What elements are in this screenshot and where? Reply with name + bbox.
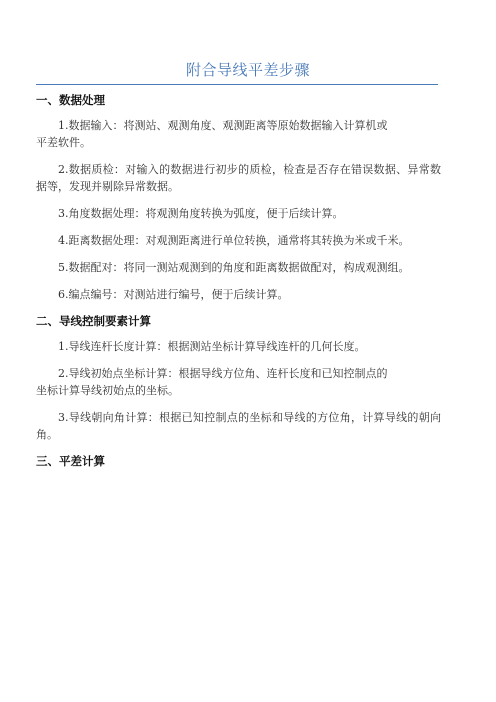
section-traverse-control bbox=[36, 313, 441, 443]
document-title: 附合导线平差步骤 bbox=[185, 61, 310, 79]
document-body bbox=[36, 92, 441, 469]
title-underline bbox=[36, 84, 438, 85]
section-adjustment bbox=[36, 453, 441, 469]
section-data-processing bbox=[36, 92, 441, 303]
paragraph: 4.距离数据处理：对观测距离进行单位转换，通常将其转换为米或千米。 bbox=[58, 234, 410, 247]
paragraph: 3.角度数据处理：将观测角度转换为弧度，便于后续计算。 bbox=[58, 207, 344, 220]
paragraph: 2.导线初始点坐标计算：根据导线方位角、连杆长度和已知控制点的 坐标计算导线初始点的坐标。 bbox=[36, 367, 388, 397]
paragraph: 1.数据输入：将测站、观测角度、观测距离等原始数据输入计算机或 平差软件。 bbox=[36, 119, 388, 149]
paragraph: 1.导线连杆长度计算：根据测站坐标计算导线连杆的几何长度。 bbox=[58, 340, 366, 353]
paragraph: 3.导线朝向角计算：根据已知控制点的坐标和导线的方位角，计算导线的朝向角。 bbox=[36, 411, 441, 441]
paragraph: 2.数据质检：对输入的数据进行初步的质检，检查是否存在错误数据、异常数据等，发现并剔除异常数据。 bbox=[36, 163, 441, 193]
section-heading: 一、数据处理 bbox=[36, 93, 105, 107]
paragraph: 5.数据配对：将同一测站观测到的角度和距离数据做配对，构成观测组。 bbox=[58, 261, 410, 274]
section-heading: 三、平差计算 bbox=[36, 454, 105, 468]
paragraph: 6.编点编号：对测站进行编号，便于后续计算。 bbox=[58, 288, 289, 301]
section-heading: 二、导线控制要素计算 bbox=[36, 314, 151, 328]
